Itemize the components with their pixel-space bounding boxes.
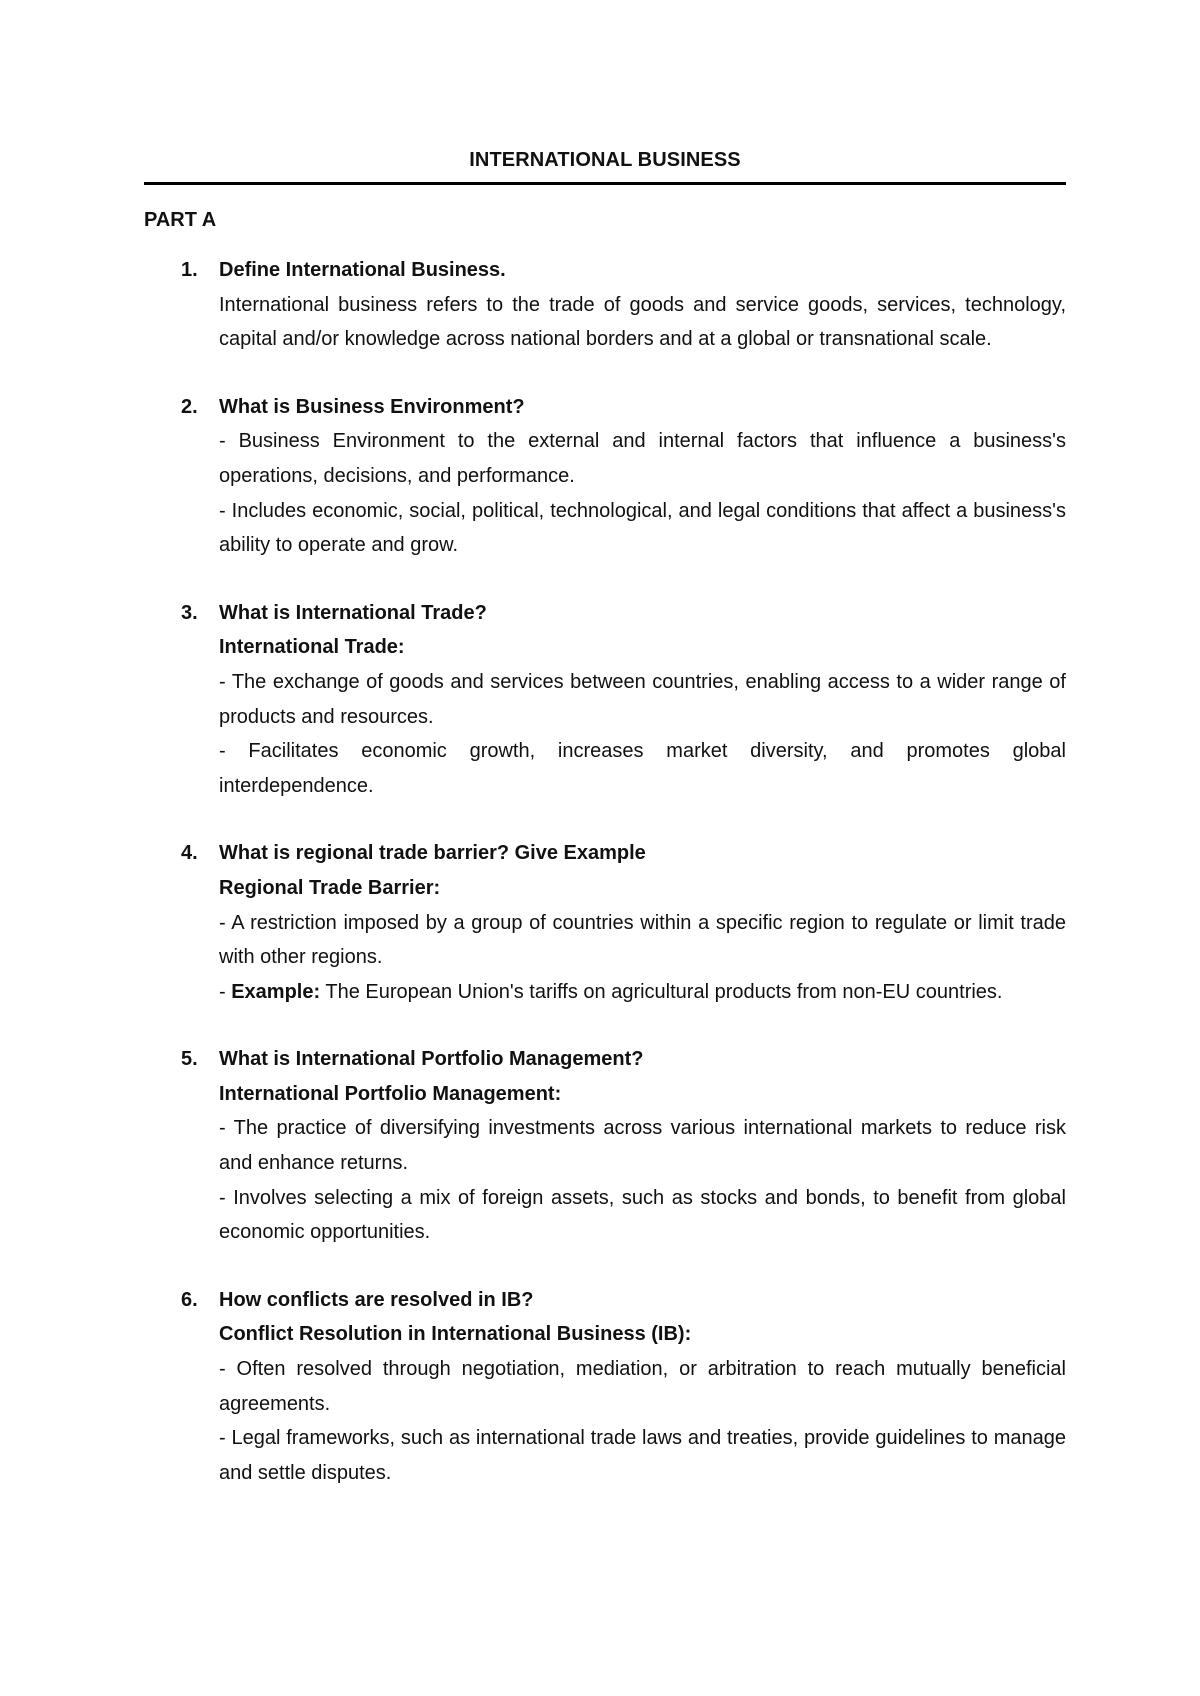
question-title: Define International Business.	[219, 259, 506, 281]
question-item	[144, 1042, 1066, 1250]
answer-paragraph: - The practice of diversifying investments across various international markets to reduce risk and enhance returns.	[219, 1117, 1066, 1175]
example-text: The European Union's tariffs on agricultural products from non-EU countries.	[320, 980, 1003, 1003]
example-paragraph	[219, 975, 1066, 1010]
answer-paragraph: - Involves selecting a mix of foreign assets, such as stocks and bonds, to benefit from global economic opportunities.	[219, 1186, 1066, 1244]
answer-paragraph: - The exchange of goods and services between countries, enabling access to a wider range of products and resources.	[219, 670, 1066, 728]
answer-paragraph: - Business Environment to the external and internal factors that influence a business's operations, decisions, and performance.	[219, 430, 1066, 487]
answer-paragraph: - Facilitates economic growth, increases market diversity, and promotes global interdependence.	[219, 740, 1066, 797]
question-title: What is International Portfolio Management?	[219, 1048, 644, 1071]
answer-subheading: Regional Trade Barrier:	[219, 876, 441, 899]
document-title: INTERNATIONAL BUSINESS	[469, 149, 741, 171]
question-item	[144, 836, 1066, 1009]
question-number: 2.	[181, 395, 198, 418]
question-title: What is Business Environment?	[219, 395, 525, 418]
answer-subheading: International Trade:	[219, 636, 405, 659]
question-number: 3.	[181, 601, 198, 624]
answer-paragraph: - A restriction imposed by a group of countries within a specific region to regulate or limit trade with other regions.	[219, 911, 1066, 969]
question-number: 5.	[181, 1048, 198, 1071]
answer-paragraph: - Includes economic, social, political, technological, and legal conditions that affect a business's ability to operate and grow.	[219, 499, 1066, 557]
question-item	[144, 1283, 1066, 1491]
example-label: Example:	[231, 980, 321, 1003]
question-number: 1.	[181, 259, 198, 281]
answer-subheading: International Portfolio Management:	[219, 1082, 562, 1105]
document-page	[144, 140, 1066, 1523]
question-title: How conflicts are resolved in IB?	[219, 1288, 534, 1311]
answer-paragraph: International business refers to the trade of goods and service goods, services, technology, capital and/or knowledge across national borders and at a global or transnational scale.	[219, 293, 1066, 351]
example-prefix: -	[219, 980, 232, 1003]
part-heading: PART A	[144, 209, 217, 231]
question-title: What is International Trade?	[219, 601, 487, 624]
question-list	[144, 253, 1066, 1490]
question-number: 6.	[181, 1288, 198, 1311]
question-item	[144, 253, 1066, 357]
question-item	[144, 390, 1066, 563]
question-item	[144, 596, 1066, 804]
title-divider	[144, 182, 1066, 185]
question-number: 4.	[181, 842, 198, 865]
answer-paragraph: - Legal frameworks, such as international trade laws and treaties, provide guidelines to manage and settle disputes.	[219, 1427, 1066, 1484]
question-title: What is regional trade barrier? Give Example	[219, 842, 646, 865]
answer-subheading: Conflict Resolution in International Business (IB):	[219, 1323, 692, 1346]
answer-paragraph: - Often resolved through negotiation, mediation, or arbitration to reach mutually beneficial agreements.	[219, 1358, 1066, 1415]
